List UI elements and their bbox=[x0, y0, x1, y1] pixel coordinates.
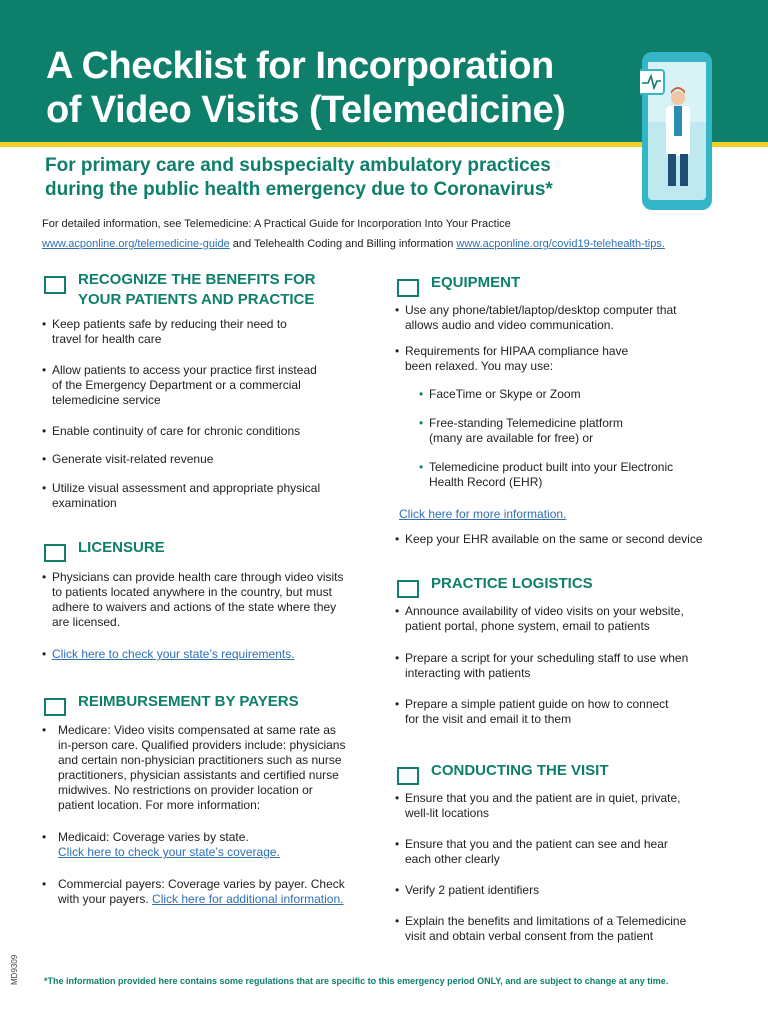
list-item-text: interacting with patients bbox=[405, 666, 531, 680]
reference-middle-text: and Telehealth Coding and Billing information bbox=[229, 238, 457, 250]
telehealth-tips-link[interactable]: www.acponline.org/covid19-telehealth-tips. bbox=[456, 238, 665, 250]
section-reimbursement-header bbox=[40, 688, 370, 714]
list-item-text: practitioners, physician assistants and certified nurse bbox=[58, 768, 339, 782]
list-item bbox=[40, 830, 280, 860]
list-item-text: • FaceTime or Skype or Zoom bbox=[429, 387, 581, 401]
licensure-checkbox[interactable] bbox=[44, 544, 66, 562]
section-reimbursement bbox=[40, 688, 370, 906]
section-logistics-header bbox=[393, 570, 733, 596]
list-item-text: • Generate visit-related revenue bbox=[52, 452, 214, 466]
list-item bbox=[40, 481, 320, 511]
section-conducting-header bbox=[393, 757, 733, 783]
list-item bbox=[393, 883, 539, 898]
benefits-checkbox[interactable] bbox=[44, 276, 66, 294]
section-logistics-title: PRACTICE LOGISTICS bbox=[431, 575, 593, 592]
section-equipment-title: EQUIPMENT bbox=[431, 274, 521, 291]
list-item-text: • Telemedicine product built into your Electronic bbox=[429, 460, 674, 474]
section-benefits bbox=[40, 266, 370, 510]
list-item-text: • Physicians can provide health care through video visits bbox=[52, 570, 344, 584]
reimbursement-checkbox[interactable] bbox=[44, 698, 66, 716]
list-item-text: patient portal, phone system, email to patients bbox=[405, 619, 650, 633]
list-item-text: • Ensure that you and the patient can see and hear bbox=[405, 837, 668, 851]
list-item-text: telemedicine service bbox=[52, 393, 161, 407]
page-subtitle bbox=[45, 154, 665, 202]
list-item-text: • Allow patients to access your practice first instead bbox=[52, 363, 317, 377]
telemedicine-guide-link[interactable]: www.acponline.org/telemedicine-guide bbox=[42, 238, 230, 250]
list-item bbox=[40, 723, 345, 813]
list-item bbox=[40, 647, 295, 662]
list-item-text: • Keep patients safe by reducing their need to bbox=[52, 317, 287, 331]
list-item-text: • Free-standing Telemedicine platform bbox=[429, 416, 623, 430]
list-item-text: • Utilize visual assessment and appropriate physical bbox=[52, 481, 321, 495]
list-item bbox=[393, 651, 688, 681]
list-item bbox=[393, 837, 668, 867]
title-line-2: of Video Visits (Telemedicine) bbox=[46, 89, 566, 131]
list-item-text: • Keep your EHR available on the same or second device bbox=[405, 532, 703, 546]
list-item-text-prefix: with your payers. bbox=[58, 892, 153, 906]
section-reimbursement-title: REIMBURSEMENT BY PAYERS bbox=[78, 693, 299, 710]
list-item-text: of the Emergency Department or a commercial bbox=[52, 378, 301, 392]
list-item-text: in-person care. Qualified providers include: physicians bbox=[58, 738, 346, 752]
list-item bbox=[40, 570, 344, 630]
list-item-text: • Ensure that you and the patient are in quiet, private, bbox=[405, 791, 681, 805]
list-item-text: visit and obtain verbal consent from the patient bbox=[405, 929, 654, 943]
list-item-text: • Prepare a script for your scheduling staff to use when bbox=[405, 651, 689, 665]
section-logistics bbox=[393, 570, 733, 726]
list-item-text: • Enable continuity of care for chronic conditions bbox=[52, 424, 301, 438]
list-item bbox=[417, 460, 717, 490]
list-item bbox=[393, 303, 677, 333]
list-item bbox=[40, 877, 345, 907]
subtitle-line-1: For primary care and subspecialty ambulatory practices bbox=[45, 155, 551, 176]
list-item-text: adhere to waivers and actions of the state where they bbox=[52, 600, 337, 614]
list-item-text: travel for health care bbox=[52, 332, 162, 346]
list-item-text: examination bbox=[52, 496, 117, 510]
additional-information-link[interactable]: Click here for additional information. bbox=[152, 892, 344, 906]
benefits-title-line-2: YOUR PATIENTS AND PRACTICE bbox=[78, 291, 315, 308]
logistics-checkbox[interactable] bbox=[397, 580, 419, 598]
list-item bbox=[393, 914, 686, 944]
list-item-text: • Verify 2 patient identifiers bbox=[405, 883, 540, 897]
list-item-text: patient location. For more information: bbox=[58, 798, 261, 812]
list-item-text: been relaxed. You may use: bbox=[405, 359, 554, 373]
list-item-text: allows audio and video communication. bbox=[405, 318, 614, 332]
list-item bbox=[417, 387, 717, 402]
list-item bbox=[40, 363, 317, 408]
list-item bbox=[40, 317, 287, 347]
reference-text: For detailed information, see Telemedicine: A Practical Guide for Incorporation Into Your Practice bbox=[42, 218, 511, 230]
list-item bbox=[393, 344, 628, 374]
state-coverage-link[interactable]: Click here to check your state’s coverage. bbox=[58, 845, 280, 859]
section-licensure bbox=[40, 534, 370, 661]
list-item-text: • Requirements for HIPAA compliance have bbox=[405, 344, 629, 358]
list-item-text: (many are available for free) or bbox=[429, 431, 594, 445]
list-item-text: • Medicare: Video visits compensated at same rate as bbox=[58, 723, 336, 737]
subtitle-line-2: during the public health emergency due to Coronavirus* bbox=[45, 179, 553, 200]
list-item-text: Health Record (EHR) bbox=[429, 475, 543, 489]
section-benefits-header bbox=[40, 266, 370, 310]
section-equipment bbox=[393, 269, 733, 546]
list-item-text: are licensed. bbox=[52, 615, 121, 629]
list-item bbox=[393, 532, 733, 547]
list-item-text: • Commercial payers: Coverage varies by payer. Check bbox=[58, 877, 345, 891]
list-item bbox=[393, 604, 684, 634]
list-item-text bbox=[58, 892, 345, 907]
state-requirements-link[interactable]: Click here to check your state’s requirements. bbox=[52, 647, 295, 661]
list-item-text: each other clearly bbox=[405, 852, 500, 866]
section-licensure-header bbox=[40, 534, 370, 560]
list-item-text: midwives. No restrictions on provider location or bbox=[58, 783, 313, 797]
section-benefits-title bbox=[78, 266, 370, 310]
section-conducting bbox=[393, 757, 733, 943]
section-licensure-title: LICENSURE bbox=[78, 539, 165, 556]
page-title bbox=[46, 44, 646, 132]
section-equipment-header bbox=[393, 269, 733, 295]
list-item bbox=[40, 424, 300, 439]
list-item-text: • Announce availability of video visits on your website, bbox=[405, 604, 684, 618]
list-item-text: • Prepare a simple patient guide on how to connect bbox=[405, 697, 669, 711]
section-conducting-title: CONDUCTING THE VISIT bbox=[431, 762, 609, 779]
list-item bbox=[417, 416, 717, 446]
list-item bbox=[40, 452, 213, 467]
list-item bbox=[393, 791, 681, 821]
list-item-text: well-lit locations bbox=[405, 806, 490, 820]
list-item bbox=[393, 697, 669, 727]
document-code: MD9309 bbox=[10, 954, 19, 985]
benefits-title-line-1: RECOGNIZE THE BENEFITS FOR bbox=[78, 271, 316, 288]
more-information-link[interactable]: Click here for more information. bbox=[399, 507, 567, 521]
list-item-text: to patients located anywhere in the country, but must bbox=[52, 585, 332, 599]
title-line-1: A Checklist for Incorporation bbox=[46, 45, 554, 87]
list-item-text: • Use any phone/tablet/laptop/desktop computer that bbox=[405, 303, 677, 317]
equipment-checkbox[interactable] bbox=[397, 279, 419, 297]
list-item-text: • Explain the benefits and limitations of a Telemedicine bbox=[405, 914, 687, 928]
list-item-text: for the visit and email it to them bbox=[405, 712, 572, 726]
list-item-text: and certain non-physician practitioners such as nurse bbox=[58, 753, 342, 767]
reference-links bbox=[42, 234, 732, 254]
footer-disclaimer: *The information provided here contains some regulations that are specific to this emergency period ONLY, and are subject to change at any time. bbox=[44, 976, 669, 986]
reference-info bbox=[42, 214, 732, 254]
list-item-text: • Medicaid: Coverage varies by state. bbox=[58, 830, 249, 844]
conducting-checkbox[interactable] bbox=[397, 767, 419, 785]
